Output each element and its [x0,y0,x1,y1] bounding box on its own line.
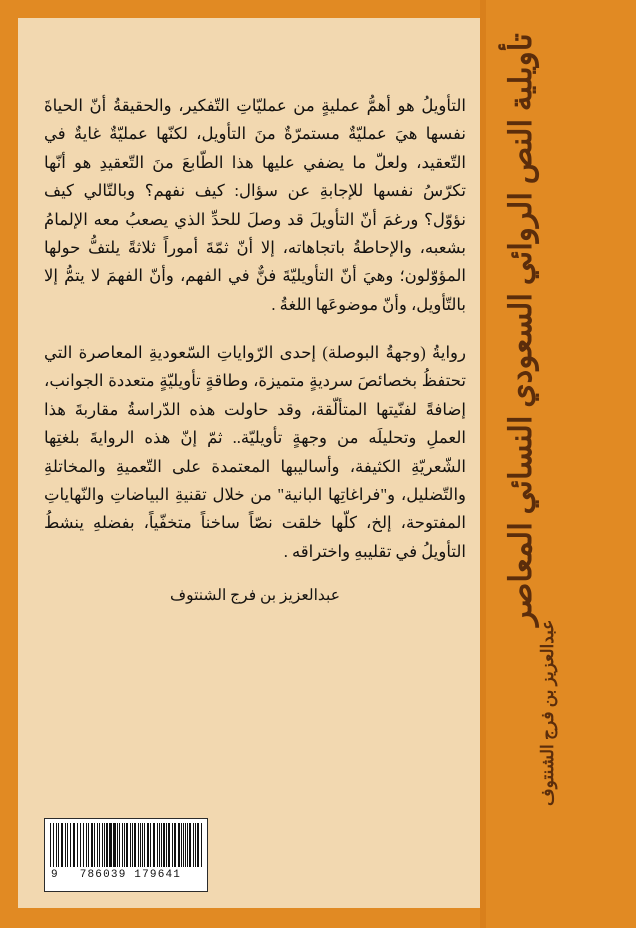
barcode-lead-digit: 9 [51,869,59,881]
author-signature: عبدالعزيز بن فرج الشنتوف [170,587,340,604]
barcode [44,818,208,892]
spine-title: تأويلية النص الروائي السعودي النسائي المعاصر [503,33,538,627]
barcode-digits [50,869,202,881]
barcode-number: 786039 179641 [79,869,182,881]
back-cover-text [44,92,466,566]
spine-edge-divider [480,0,486,928]
spine-author: عبدالعزيز بن فرج الشنتوف [538,620,557,807]
cover-frame-left [0,0,18,928]
back-cover-paragraph-1: التأويلُ هو أهمُّ عمليةٍ من عمليّاتِ التّفكير، والحقيقةُ أنّ الحياةَ نفسها هيَ عمليّةٌ مستمرّةٌ منَ التأويل، لكنّها عمليّةٌ غايةٌ في التّعقيد، ولعلّ ما يضفي عليها هذا الطّابعَ منَ التّعقيدِ هو أنّها تكرّسُ نفسها للإجابةِ عن سؤال: كيف نفهم؟ وبالتّالي كيف نؤوّل؟ ورغمَ أنّ التأويلَ قد وصلَ للحدِّ الذي يصعبُ معه الإلمامُ بشعبه، والإحاطةُ باتجاهاته، إلا أنّ ثمّةَ أموراً ثلاثةً يلتفُّ حولها المؤوّلون؛ وهيَ أنّ التأويليّةَ فنٌّ في الفهم، وأنّ الفهمَ لا يتمُّ إلا بالتّأويل، وأنّ موضوعَها اللغةُ . [44,96,466,314]
barcode-bars [50,823,202,867]
back-cover-paragraph-2: روايةُ (وجهةُ البوصلة) إحدى الرّواياتِ السّعوديةِ المعاصرة التي تحتفظُ بخصائصَ سرديةٍ متميزة، وطاقةٍ تأويليّةٍ متعددة الجوانب، إضافةً لفنّيتها المتألّقة، وقد حاولت هذه الدّراسةُ مقاربةَ هذا العملِ وتحليلَه من وجهةٍ تأويليّة.. ثمّ إنّ هذه الروايةَ بلغتِها الشّعريّةِ الكثيفة، وأساليبها المعتمدة على التّعميةِ والمخاتلةِ والتّضليل، و"فراغاتِها البانية" من خلال تقنيةِ البياضاتِ والنّهاياتِ المفتوحة، إلخ، كلّها خلقت نصّاً ساخناً متخفّياً، بفضلهِ ينشطُ التأويلُ في تقليبهِ واختراقه . [44,343,466,561]
